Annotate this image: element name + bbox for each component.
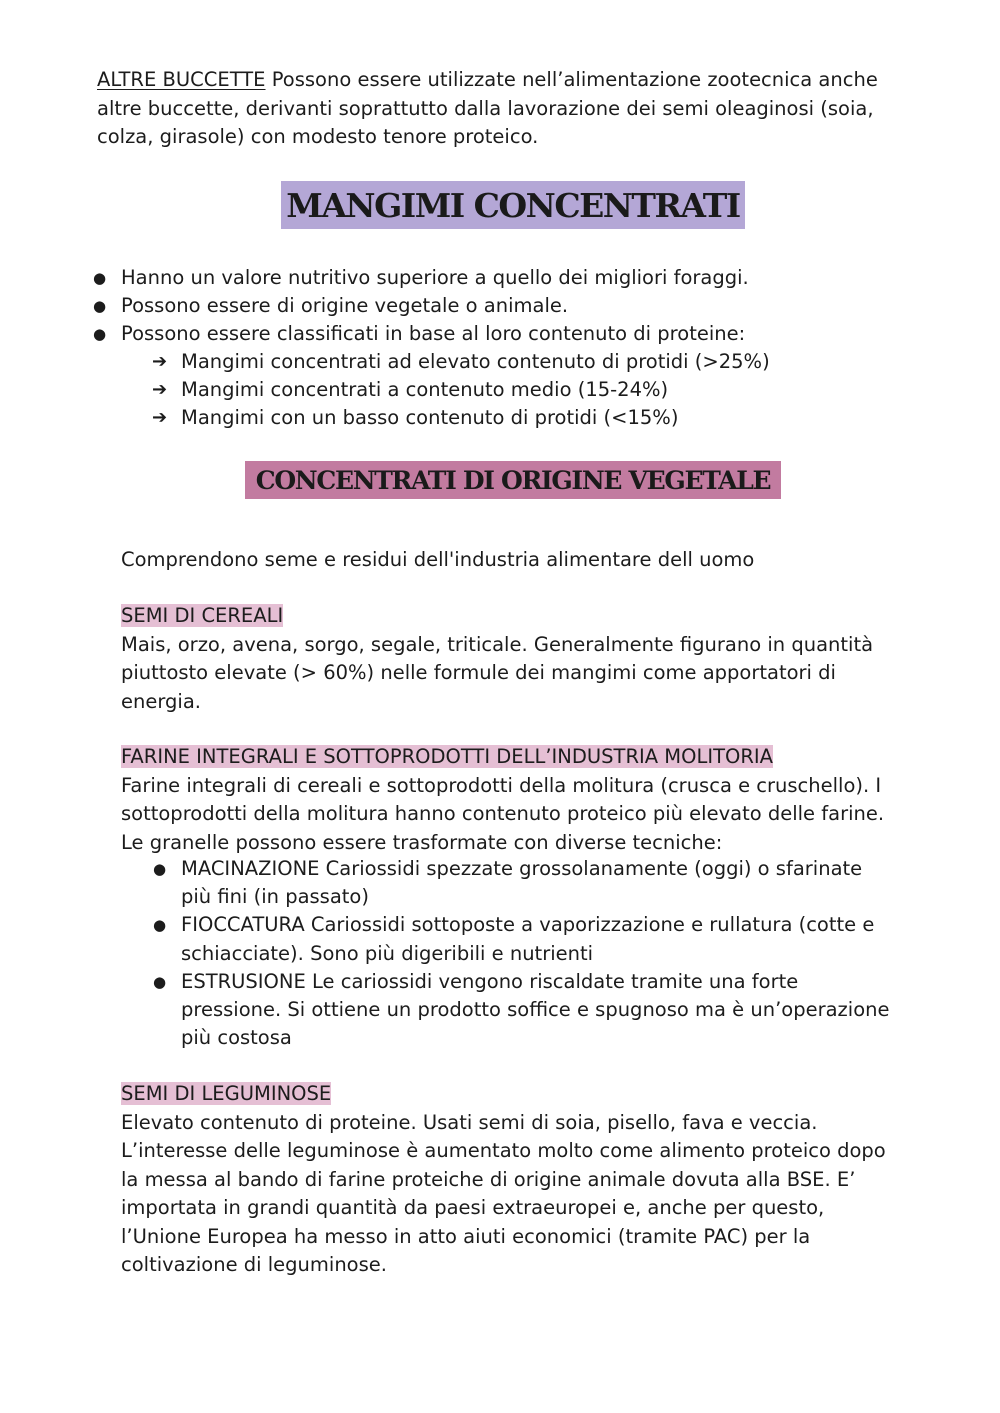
section-heading: SEMI DI LEGUMINOSE: [121, 1082, 332, 1105]
list-item: ● FIOCCATURA Cariossidi sottoposte a vaporizzazione e rullatura (cotte e schiacciate). Sono più digeribili e nutrienti: [153, 913, 875, 965]
mangimi-concentrati-heading: MANGIMI CONCENTRATI: [281, 181, 745, 229]
paragraph-line: Le granelle possono essere trasformate con diverse tecniche:: [121, 830, 723, 854]
list-item: ● Possono essere classificati in base al loro contenuto di proteine:: [121, 320, 749, 348]
cereali-section: [121, 602, 873, 716]
arrow-icon: ➔: [152, 379, 168, 401]
concentrati-vegetale-heading: CONCENTRATI DI ORIGINE VEGETALE: [245, 461, 781, 499]
list-item: ➔ Mangimi concentrati ad elevato contenuto di protidi (>25%): [181, 348, 770, 376]
section-heading: FARINE INTEGRALI E SOTTOPRODOTTI DELL’INDUSTRIA MOLITORIA: [121, 745, 773, 768]
vegetale-intro: Comprendono seme e residui dell'industria alimentare dell uomo: [121, 548, 755, 571]
protein-class-list: [152, 348, 770, 433]
paragraph-line: sottoprodotti della molitura hanno contenuto proteico più elevato delle farine.: [121, 802, 885, 825]
paragraph-line: l’Unione Europea ha messo in atto aiuti economici (tramite PAC) per la: [121, 1224, 811, 1248]
leguminose-section: [121, 1080, 886, 1280]
list-item: ● Possono essere di origine vegetale o animale.: [121, 292, 749, 320]
paragraph-line: coltivazione di leguminose.: [121, 1253, 387, 1276]
list-item: ● MACINAZIONE Cariossidi spezzate grossolanamente (oggi) o sfarinate più fini (in passato): [153, 857, 863, 909]
list-item: ➔ Mangimi con un basso contenuto di protidi (<15%): [181, 404, 770, 432]
farine-section: [121, 743, 884, 857]
altre-buccette-label: ALTRE BUCCETTE: [97, 68, 266, 91]
arrow-icon: ➔: [152, 351, 168, 372]
paragraph-line: Farine integrali di cereali e sottoprodotti della molitura (crusca e cruschello). I: [121, 773, 882, 797]
paragraph-line: la messa al bando di farine proteiche di origine animale dovuta alla BSE. E’: [121, 1167, 856, 1191]
mangimi-bullet-list: [93, 264, 749, 349]
list-item: ● Hanno un valore nutritivo superiore a quello dei migliori foraggi.: [121, 264, 749, 292]
list-item: ● ESTRUSIONE Le cariossidi vengono riscaldate tramite una forte pressione. Si ottiene un prodotto soffice e spugnoso ma è un’operazione più costosa: [153, 969, 890, 1050]
paragraph-line: Mais, orzo, avena, sorgo, segale, triticale. Generalmente figurano in quantità: [121, 632, 874, 656]
paragraph-line: colza, girasole) con modesto tenore proteico.: [97, 125, 539, 148]
bullet-icon: ●: [153, 916, 167, 935]
paragraph-line: altre buccette, derivanti soprattutto dalla lavorazione dei semi oleaginosi (soia,: [97, 96, 874, 120]
techniques-list: [153, 855, 890, 1052]
list-item: ➔ Mangimi concentrati a contenuto medio (15-24%): [181, 376, 770, 404]
bullet-icon: ●: [93, 325, 107, 344]
altre-buccette-paragraph: [97, 66, 878, 152]
paragraph-line: energia.: [121, 689, 201, 713]
paragraph-line: piuttosto elevate (> 60%) nelle formule dei mangimi come apportatori di: [121, 661, 836, 684]
paragraph-line: Possono essere utilizzate nell’alimentazione zootecnica anche: [265, 68, 878, 91]
section-heading: SEMI DI CEREALI: [121, 604, 284, 627]
bullet-icon: ●: [153, 860, 167, 878]
paragraph-line: importata in grandi quantità da paesi extraeuropei e, anche per questo,: [121, 1196, 825, 1219]
bullet-icon: ●: [93, 269, 107, 287]
bullet-icon: ●: [93, 297, 107, 316]
paragraph-line: L’interesse delle leguminose è aumentato molto come alimento proteico dopo: [121, 1139, 886, 1162]
paragraph-line: Elevato contenuto di proteine. Usati semi di soia, pisello, fava e veccia.: [121, 1110, 818, 1134]
bullet-icon: ●: [153, 972, 167, 991]
arrow-icon: ➔: [152, 407, 168, 429]
